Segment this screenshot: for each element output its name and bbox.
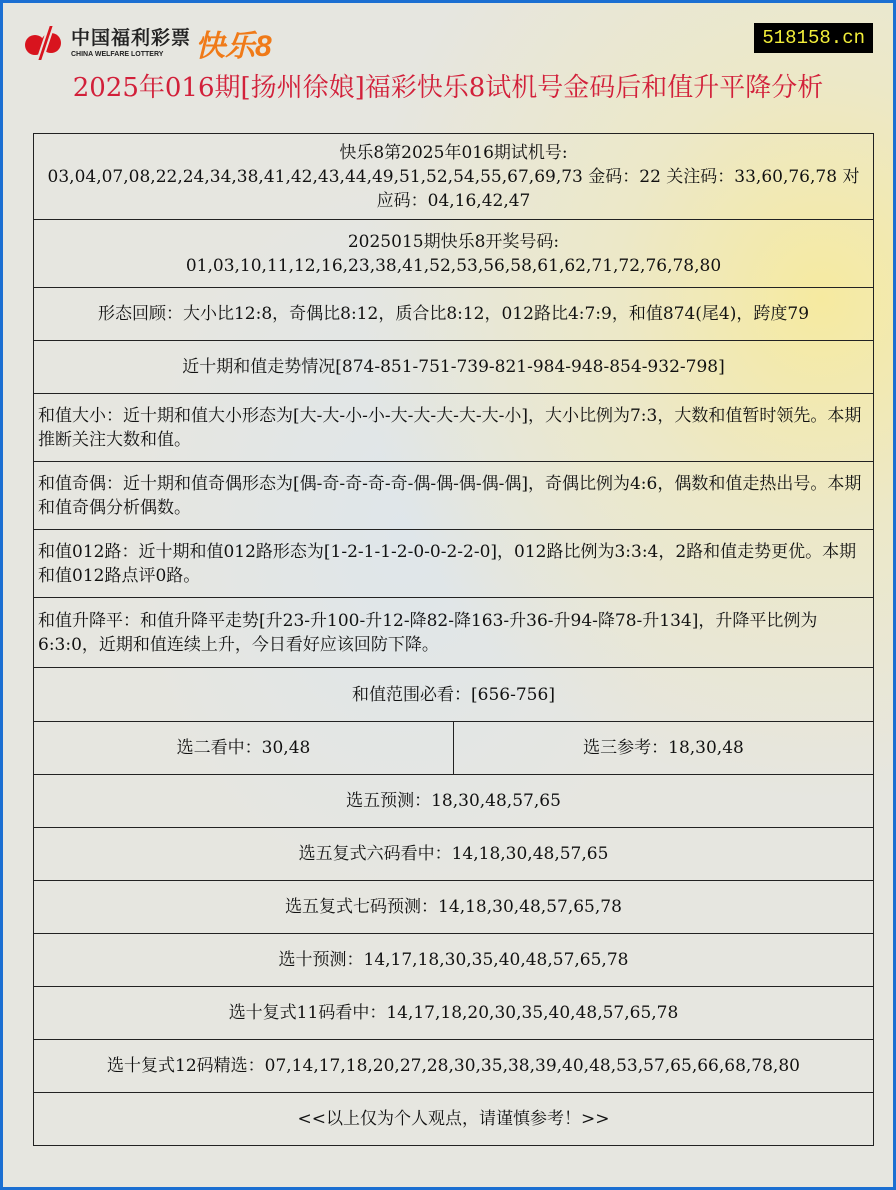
range-cell: 和值范围必看：[656-756]: [34, 668, 874, 722]
pick10-12-cell: 选十复式12码精选：07,14,17,18,20,27,28,30,35,38,39,40,48,53,57,65,66,68,78,80: [34, 1040, 874, 1093]
trial-title: 快乐8第2025年016期试机号:: [339, 142, 568, 163]
cwl-logo-icon: [23, 23, 65, 63]
parity-analysis-cell: 和值奇偶：近十期和值奇偶形态为[偶-奇-奇-奇-奇-偶-偶-偶-偶-偶]，奇偶比例为4:6，偶数和值走热出号。本期和值奇偶分析偶数。: [34, 462, 874, 530]
draw-title: 2025015期快乐8开奖号码:: [347, 231, 560, 252]
pick10-11-cell: 选十复式11码看中：14,17,18,20,30,35,40,48,57,65,78: [34, 987, 874, 1040]
trial-numbers: 03,04,07,08,22,24,34,38,41,42,43,44,49,51,52,54,55,67,69,73 金码：22 关注码：33,60,76,78 对应码：04,16,42,47: [47, 166, 860, 211]
draw-cell: [34, 220, 874, 288]
draw-numbers: 01,03,10,11,12,16,23,38,41,52,53,56,58,61,62,71,72,76,78,80: [185, 255, 722, 276]
logo-en-text: CHINA WELFARE LOTTERY: [71, 50, 164, 58]
logo-game-text: 快乐8: [195, 30, 272, 63]
trend-cell: 近十期和值走势情况[874-851-751-739-821-984-948-854-932-798]: [34, 341, 874, 394]
pick5-6-cell: 选五复式六码看中：14,18,30,48,57,65: [34, 828, 874, 881]
pick5-7-cell: 选五复式七码预测：14,18,30,48,57,65,78: [34, 881, 874, 934]
china-welfare-lottery-logo: [23, 21, 272, 65]
pick5-cell: 选五预测：18,30,48,57,65: [34, 775, 874, 828]
updown-analysis-cell: 和值升降平：和值升降平走势[升23-升100-升12-降82-降163-升36-升94-降78-升134]，升降平比例为6:3:0，近期和值连续上升，今日看好应该回防下降。: [34, 598, 874, 668]
disclaimer-cell: <<以上仅为个人观点，请谨慎参考！>>: [34, 1093, 874, 1146]
logo-cn-text: 中国福利彩票: [71, 27, 192, 49]
site-badge[interactable]: 518158.cn: [754, 23, 873, 53]
route-analysis-cell: 和值012路：近十期和值012路形态为[1-2-1-1-2-0-0-2-2-0]，012路比例为3:3:4，2路和值走势更优。本期和值012路点评0路。: [34, 530, 874, 598]
pick3-cell: 选三参考：18,30,48: [454, 722, 874, 775]
pick2-cell: 选二看中：30,48: [34, 722, 454, 775]
pick10-cell: 选十预测：14,17,18,30,35,40,48,57,65,78: [34, 934, 874, 987]
page-title: 2025年016期[扬州徐娘]福彩快乐8试机号金码后和值升平降分析: [72, 73, 824, 103]
analysis-table: [33, 133, 874, 1146]
review-cell: 形态回顾：大小比12:8，奇偶比8:12，质合比8:12，012路比4:7:9，和值874(尾4)，跨度79: [34, 288, 874, 341]
trial-number-cell: [34, 134, 874, 220]
size-analysis-cell: 和值大小：近十期和值大小形态为[大-大-小-小-大-大-大-大-大-小]，大小比例为7:3，大数和值暂时领先。本期推断关注大数和值。: [34, 394, 874, 462]
